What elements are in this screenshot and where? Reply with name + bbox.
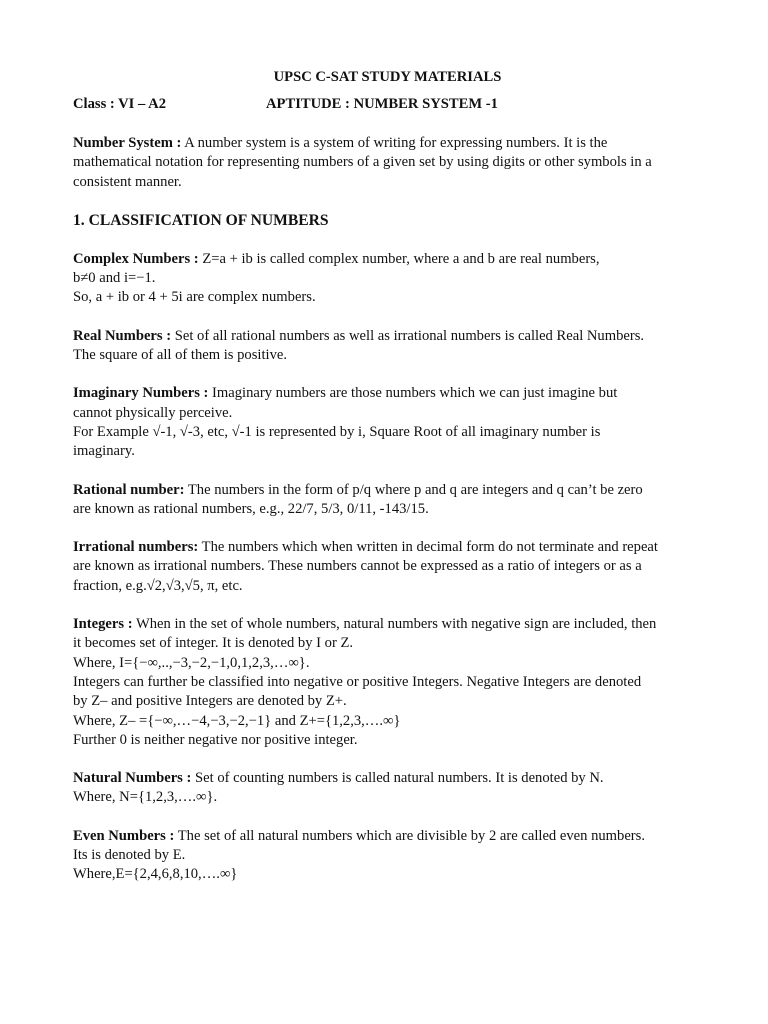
paragraph-line: consistent manner. [73,173,182,190]
definition-real-numbers [73,327,698,366]
paragraph-line: For Example √-1, √-3, etc, √-1 is represented by i, Square Root of all imaginary number is [73,423,601,440]
intro-paragraph [73,134,698,192]
class-subject-line [73,95,698,114]
paragraph-line: Where,E={2,4,6,8,10,….∞} [73,866,238,883]
paragraph-line: The square of all of them is positive. [73,347,287,364]
paragraph-line: Its is denoted by E. [73,847,186,864]
paragraph-line: Number System : A number system is a system of writing for expressing numbers. It is the [73,135,608,151]
document-title: UPSC C-SAT STUDY MATERIALS [273,69,502,85]
definition-term: Complex Numbers : [73,250,199,267]
definition-even-numbers [73,827,698,885]
definition-irrational-numbers [73,538,698,596]
paragraph-line: Where, Z– ={−∞,…−4,−3,−2,−1} and Z+={1,2,3,….∞} [73,712,401,729]
definition-term: Number System : [73,135,182,151]
paragraph-line: fraction, e.g.√2,√3,√5, π, etc. [73,577,243,594]
paragraph-line: b≠0 and i=−1. [73,270,156,287]
paragraph-line: Natural Numbers : Set of counting numbers is called natural numbers. It is denoted by N. [73,770,604,787]
subject-label: APTITUDE : NUMBER SYSTEM -1 [266,96,498,112]
paragraph-line: Integers : When in the set of whole numbers, natural numbers with negative sign are included, then [73,616,657,633]
definition-imaginary-numbers [73,384,698,461]
paragraph-line: Further 0 is neither negative nor positive integer. [73,731,358,748]
definition-natural-numbers [73,769,698,808]
paragraph-line: are known as irrational numbers. These numbers cannot be expressed as a ratio of integers or as a [73,558,642,575]
paragraph-line: Imaginary Numbers : Imaginary numbers are those numbers which we can just imagine but [73,385,618,402]
paragraph-line: Where, I={−∞,..,−3,−2,−1,0,1,2,3,…∞}. [73,654,310,671]
class-label: Class : VI – A2 [73,96,166,112]
paragraph-line: cannot physically perceive. [73,404,233,421]
definition-complex-numbers [73,250,698,308]
definition-term: Imaginary Numbers : [73,385,209,402]
paragraph-line: it becomes set of integer. It is denoted by I or Z. [73,635,354,652]
definition-term: Even Numbers : [73,827,175,844]
definition-term: Irrational numbers: [73,539,199,556]
definition-rational-number [73,481,698,520]
definition-term: Integers : [73,616,133,633]
paragraph-line: So, a + ib or 4 + 5i are complex numbers. [73,289,316,306]
paragraph-line: Real Numbers : Set of all rational numbers as well as irrational numbers is called Real Numbers. [73,327,645,344]
section-heading: 1. CLASSIFICATION OF NUMBERS [73,211,329,229]
paragraph-line: Integers can further be classified into negative or positive Integers. Negative Integers are denoted [73,673,642,690]
paragraph-line: mathematical notation for representing numbers of a given set by using digits or other symbols in a [73,154,652,171]
definition-term: Rational number: [73,481,185,498]
document-page [73,68,698,885]
paragraph-line: Where, N={1,2,3,….∞}. [73,789,218,806]
paragraph-line: Rational number: The numbers in the form of p/q where p and q are integers and q can’t be zero [73,481,643,498]
paragraph-line: are known as rational numbers, e.g., 22/7, 5/3, 0/11, -143/15. [73,500,429,517]
definition-term: Real Numbers : [73,327,172,344]
paragraph-line: Even Numbers : The set of all natural numbers which are divisible by 2 are called even numbers. [73,827,645,844]
paragraph-line: by Z– and positive Integers are denoted by Z+. [73,693,347,710]
definition-integers [73,615,698,750]
definition-term: Natural Numbers : [73,770,192,787]
paragraph-line: imaginary. [73,443,135,460]
paragraph-line: Complex Numbers : Z=a + ib is called complex number, where a and b are real numbers, [73,250,600,267]
paragraph-line: Irrational numbers: The numbers which when written in decimal form do not terminate and repeat [73,539,658,556]
